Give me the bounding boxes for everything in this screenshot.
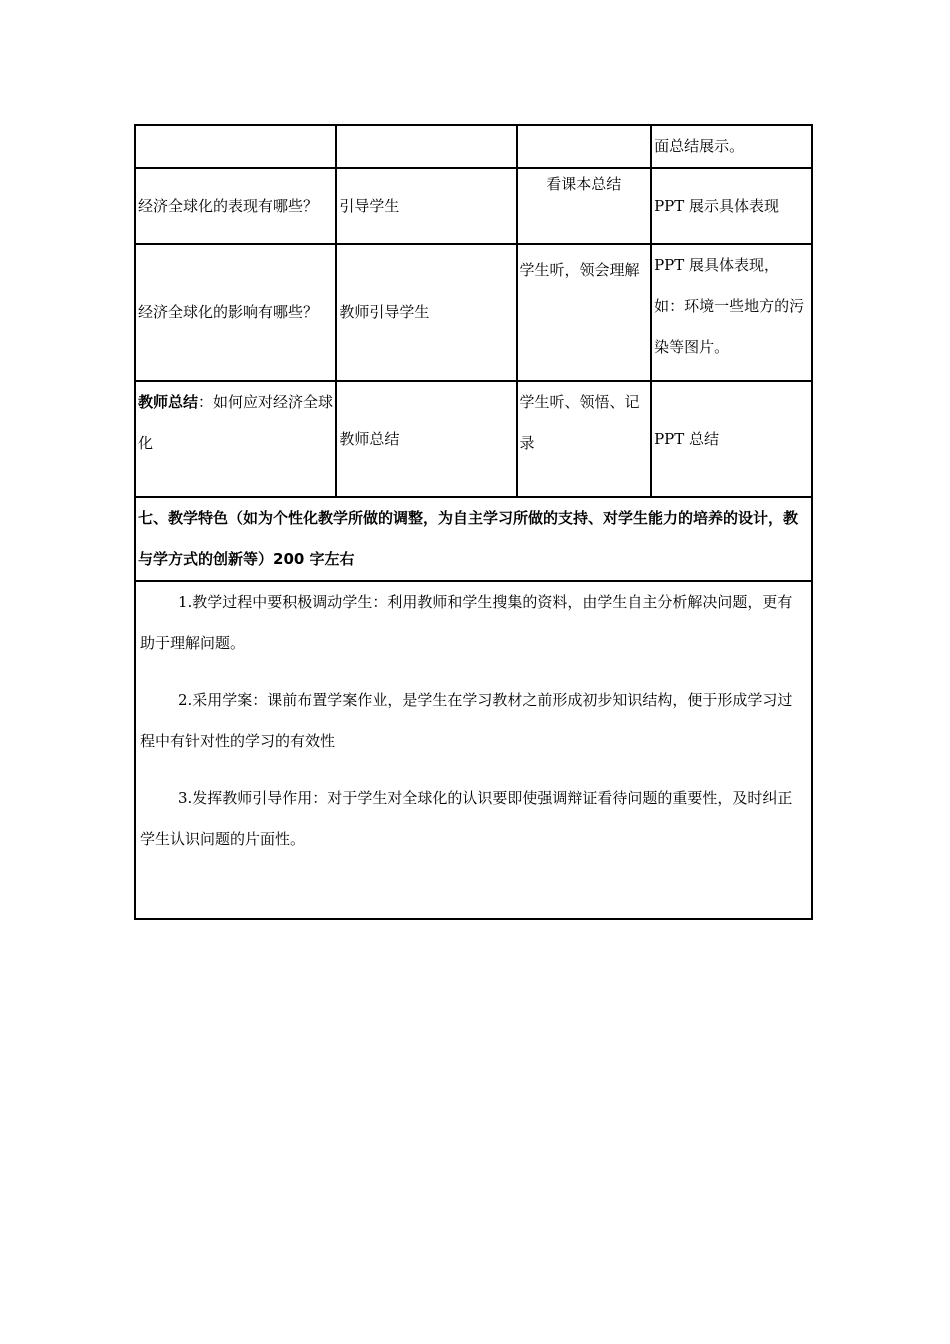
- table-row: [135, 381, 812, 497]
- media-cell: PPT 总结: [651, 381, 812, 497]
- paragraph: 3.发挥教师引导作用：对于学生对全球化的认识要即使强调辩证看待问题的重要性，及时纠正学生认识问题的片面性。: [140, 789, 793, 848]
- summary-label: 教师总结: [138, 393, 199, 411]
- teacher-activity-cell: 教师总结: [336, 381, 516, 497]
- table-cell: [135, 125, 336, 168]
- table-row: [135, 581, 812, 919]
- teacher-activity-cell: 引导学生: [336, 168, 516, 244]
- student-activity-cell: 看课本总结: [517, 168, 652, 244]
- question-cell: 经济全球化的表现有哪些？: [135, 168, 336, 244]
- table-row: [135, 168, 812, 244]
- media-cell: PPT 展示具体表现: [651, 168, 812, 244]
- section-content: [135, 581, 812, 919]
- table-cell: [517, 125, 652, 168]
- student-activity-cell: 学生听、领悟、记录: [517, 381, 652, 497]
- summary-text: ：如何应对经济全球化: [138, 393, 334, 452]
- lesson-table: [134, 124, 813, 920]
- student-activity-cell: 学生听，领会理解: [517, 244, 652, 381]
- table-cell: 面总结展示。: [651, 125, 812, 168]
- teacher-activity-cell: 教师引导学生: [336, 244, 516, 381]
- summary-question-cell: [135, 381, 336, 497]
- question-cell: 经济全球化的影响有哪些？: [135, 244, 336, 381]
- section-title: 七、教学特色（如为个性化教学所做的调整，为自主学习所做的支持、对学生能力的培养的设计，教与学方式的创新等）200 字左右: [135, 497, 812, 581]
- table-row: [135, 244, 812, 381]
- paragraph: 2.采用学案：课前布置学案作业，是学生在学习教材之前形成初步知识结构，便于形成学习过程中有针对性的学习的有效性: [140, 691, 793, 750]
- paragraph: 1.教学过程中要积极调动学生：利用教师和学生搜集的资料，由学生自主分析解决问题，更有助于理解问题。: [140, 593, 793, 652]
- table-row: [135, 125, 812, 168]
- media-cell: PPT 展具体表现，如：环境一些地方的污染等图片。: [651, 244, 812, 381]
- table-cell: [336, 125, 516, 168]
- table-row: [135, 497, 812, 581]
